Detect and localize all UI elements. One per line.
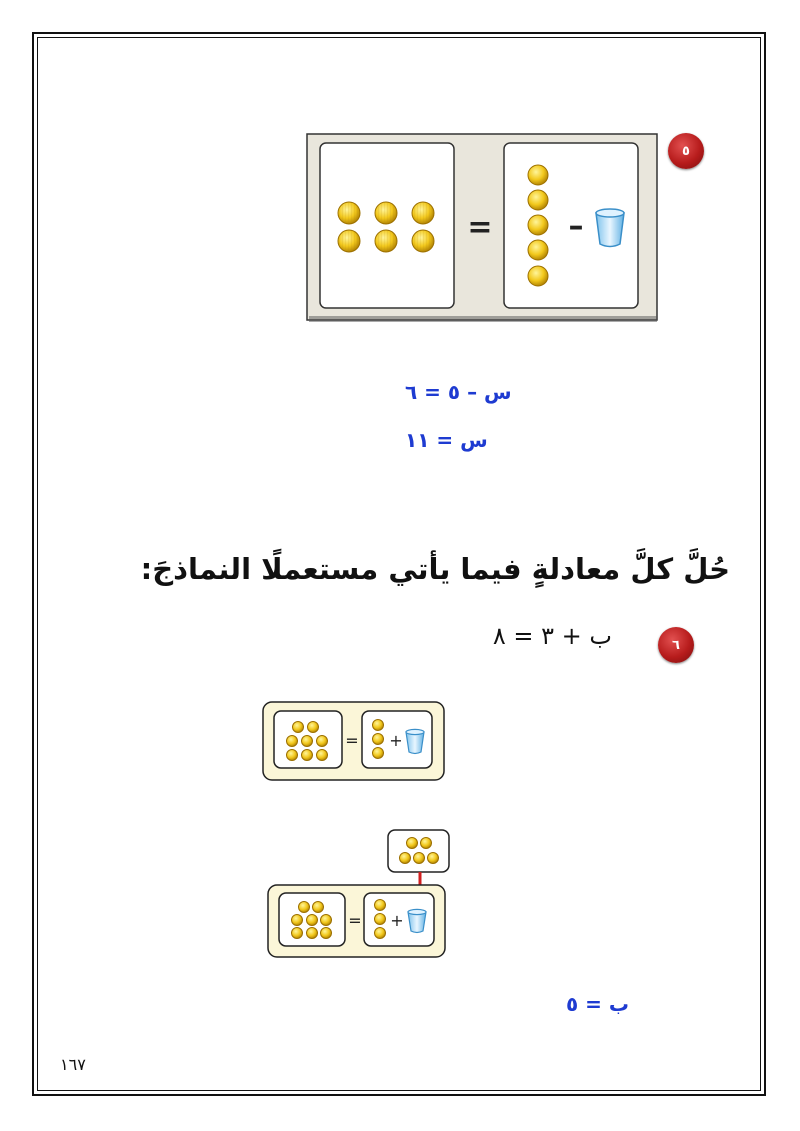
problem-6-number-badge bbox=[658, 627, 694, 663]
counter bbox=[307, 915, 318, 926]
counter bbox=[307, 928, 318, 939]
counter bbox=[412, 202, 434, 224]
counter bbox=[528, 165, 548, 185]
counter bbox=[287, 736, 298, 747]
problem-5-number-badge bbox=[668, 133, 704, 169]
problem-6-mat-result bbox=[267, 884, 447, 960]
counter bbox=[321, 928, 332, 939]
counter bbox=[414, 853, 425, 864]
plus-sign: + bbox=[389, 731, 403, 750]
counter bbox=[375, 900, 386, 911]
instruction-heading: حُلَّ كلَّ معادلةٍ فيما يأتي مستعملًا النماذجَ: bbox=[140, 552, 730, 586]
counter bbox=[407, 838, 418, 849]
counter bbox=[375, 202, 397, 224]
minus-sign: – bbox=[568, 209, 584, 244]
right-counters-3 bbox=[373, 720, 384, 759]
cup-icon bbox=[406, 729, 424, 753]
cup-icon bbox=[596, 209, 624, 247]
counter bbox=[428, 853, 439, 864]
right-counters-3 bbox=[375, 900, 386, 939]
counter bbox=[375, 914, 386, 925]
equals-sign: = bbox=[348, 911, 362, 930]
counter bbox=[528, 266, 548, 286]
counter bbox=[292, 928, 303, 939]
counter bbox=[308, 722, 319, 733]
counter bbox=[302, 736, 313, 747]
counter bbox=[299, 902, 310, 913]
counter bbox=[287, 750, 298, 761]
cup-icon bbox=[408, 909, 426, 932]
problem-5-equation-mat bbox=[306, 133, 658, 323]
counter bbox=[373, 734, 384, 745]
equals-sign: = bbox=[467, 210, 493, 245]
counter bbox=[373, 720, 384, 731]
problem-5-work-line-1: س – ٥ = ٦ bbox=[405, 380, 512, 404]
counter bbox=[421, 838, 432, 849]
problem-5-work-line-2: س = ١١ bbox=[405, 428, 488, 452]
problem-6-equation: ب + ٣ = ٨ bbox=[492, 622, 612, 650]
counter bbox=[321, 915, 332, 926]
counter bbox=[400, 853, 411, 864]
counter bbox=[528, 240, 548, 260]
counter bbox=[375, 928, 386, 939]
problem-6-number: ٦ bbox=[672, 637, 680, 653]
problem-6-mat-initial bbox=[262, 701, 446, 783]
equals-sign: = bbox=[345, 731, 359, 750]
page-number: ١٦٧ bbox=[60, 1055, 86, 1074]
counter bbox=[375, 230, 397, 252]
problem-6-answer: ب = ٥ bbox=[566, 992, 629, 1016]
plus-sign: + bbox=[390, 911, 404, 930]
counter bbox=[338, 230, 360, 252]
counter bbox=[293, 722, 304, 733]
problem-5-number: ٥ bbox=[682, 143, 690, 159]
counter bbox=[338, 202, 360, 224]
counter bbox=[317, 736, 328, 747]
counter bbox=[292, 915, 303, 926]
counter bbox=[412, 230, 434, 252]
counter bbox=[528, 190, 548, 210]
counter bbox=[302, 750, 313, 761]
counter bbox=[313, 902, 324, 913]
counter bbox=[317, 750, 328, 761]
counter bbox=[528, 215, 548, 235]
counter bbox=[373, 748, 384, 759]
removed-counters-box bbox=[387, 829, 451, 875]
